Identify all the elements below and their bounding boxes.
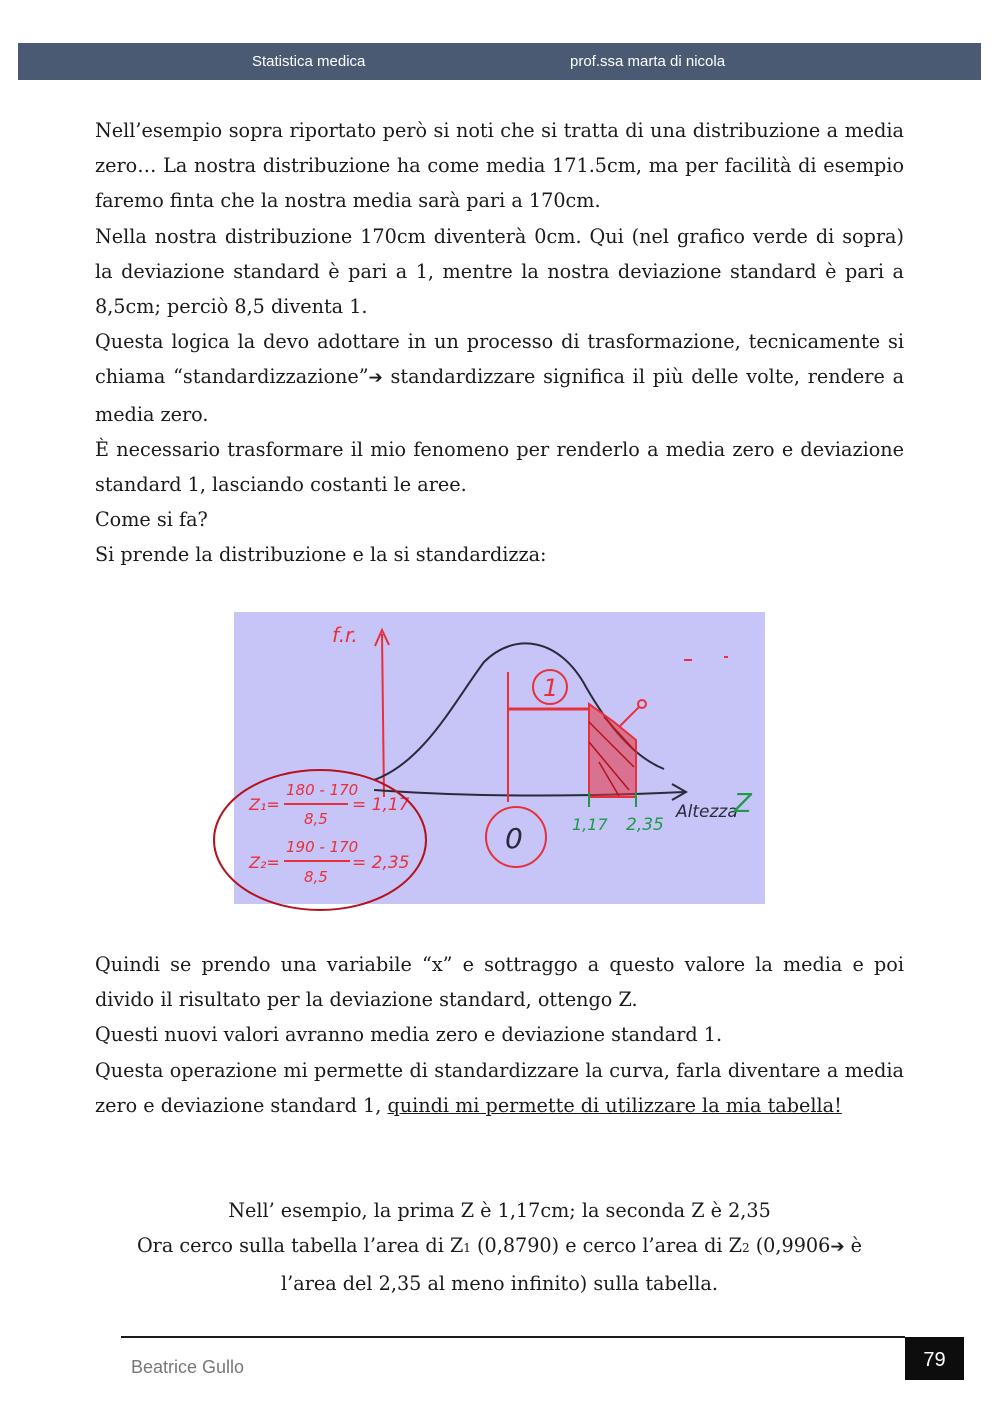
paragraph <box>95 324 904 432</box>
paragraph: Quindi se prendo una variabile “x” e sottraggo a questo valore la media e poi divido il risultato per la deviazione standard, ottengo Z. <box>95 953 904 1012</box>
y-axis-label: f.r. <box>332 623 358 647</box>
formula-lhs: Z₂= <box>249 853 280 872</box>
paragraph-text: Questa logica la devo adottare in un processo di trasformazione, tecnicamente si chiama “standardizzazione” <box>95 330 904 389</box>
paragraph <box>95 1053 904 1123</box>
example-text: è <box>844 1234 863 1258</box>
arrow-icon: ➔ <box>368 368 383 389</box>
paragraph: È necessario trasformare il mio fenomeno per renderlo a media zero e deviazione standard 1, lasciando costanti le aree. <box>95 437 904 497</box>
paragraph-text: Questa operazione mi permette di standardizzare la curva, farla diventare a media zero e deviazione standard 1, <box>95 1058 904 1117</box>
zero-label: 0 <box>505 822 523 855</box>
paragraph: Si prende la distribuzione e la si standardizza: <box>95 543 547 567</box>
formula-denominator: 8,5 <box>304 868 328 886</box>
tick-label: 2,35 <box>626 815 664 835</box>
paragraph-text: standardizzare significa il più delle volte, rendere a media zero. <box>95 365 905 426</box>
centered-example <box>95 1193 904 1302</box>
y-axis <box>382 634 384 797</box>
page-header <box>18 43 981 80</box>
header-professor: prof.ssa marta di nicola <box>570 53 726 70</box>
example-text: (0,9906 <box>749 1234 831 1258</box>
formula-lhs: Z₁= <box>249 795 280 814</box>
header-course-title: Statistica medica <box>252 53 366 70</box>
formula-result: = 1,17 <box>352 795 410 815</box>
paragraph: Questi nuovi valori avranno media zero e deviazione standard 1. <box>95 1023 723 1047</box>
formula-denominator: 8,5 <box>304 810 328 828</box>
pointer-dot <box>638 700 646 708</box>
example-line: Nell’ esempio, la prima Z è 1,17cm; la seconda Z è 2,35 <box>228 1199 771 1222</box>
example-text: (0,8790) e cerco l’area di Z <box>470 1234 742 1258</box>
x-axis-label: Altezza <box>676 802 738 822</box>
footer-author: Beatrice Gullo <box>131 1357 245 1377</box>
standardization-whiteboard-figure <box>234 612 765 904</box>
formula-numerator: 190 - 170 <box>286 838 359 856</box>
arrow-icon: ➔ <box>830 1237 845 1258</box>
paragraph: Nell’esempio sopra riportato però si noti che si tratta di una distribuzione a media zero… La nostra distribuzione ha come media 171.5cm, ma per facilità di esempio faremo finta che la nostra media sarà pari a 170cm. <box>95 119 904 213</box>
paragraph: Come si fa? <box>95 508 208 532</box>
formula-numerator: 180 - 170 <box>286 781 359 799</box>
footer-divider <box>121 1336 905 1338</box>
page-number: 79 <box>905 1337 964 1380</box>
area-one-label: 1 <box>543 674 559 702</box>
tick-label: 1,17 <box>572 815 608 834</box>
whiteboard-drawing <box>214 612 785 912</box>
body-text-bottom <box>95 947 904 1123</box>
subscript: 1 <box>463 1241 471 1256</box>
formula-result: = 2,35 <box>352 853 410 873</box>
body-text-top <box>95 113 904 573</box>
underlined-text: quindi mi permette di utilizzare la mia tabella! <box>387 1093 842 1117</box>
example-text: Ora cerco sulla tabella l’area di Z <box>136 1234 464 1258</box>
example-line <box>95 1228 904 1266</box>
example-line: l’area del 2,35 al meno infinito) sulla tabella. <box>281 1272 718 1296</box>
z-axis-label: Z <box>734 789 752 819</box>
x-axis <box>374 790 684 796</box>
subscript: 2 <box>741 1241 750 1256</box>
paragraph: Nella nostra distribuzione 170cm diventerà 0cm. Qui (nel grafico verde di sopra) la deviazione standard è pari a 1, mentre la nostra deviazione standard è pari a 8,5cm; perciò 8,5 diventa 1. <box>95 224 904 319</box>
pointer-line <box>619 707 639 727</box>
